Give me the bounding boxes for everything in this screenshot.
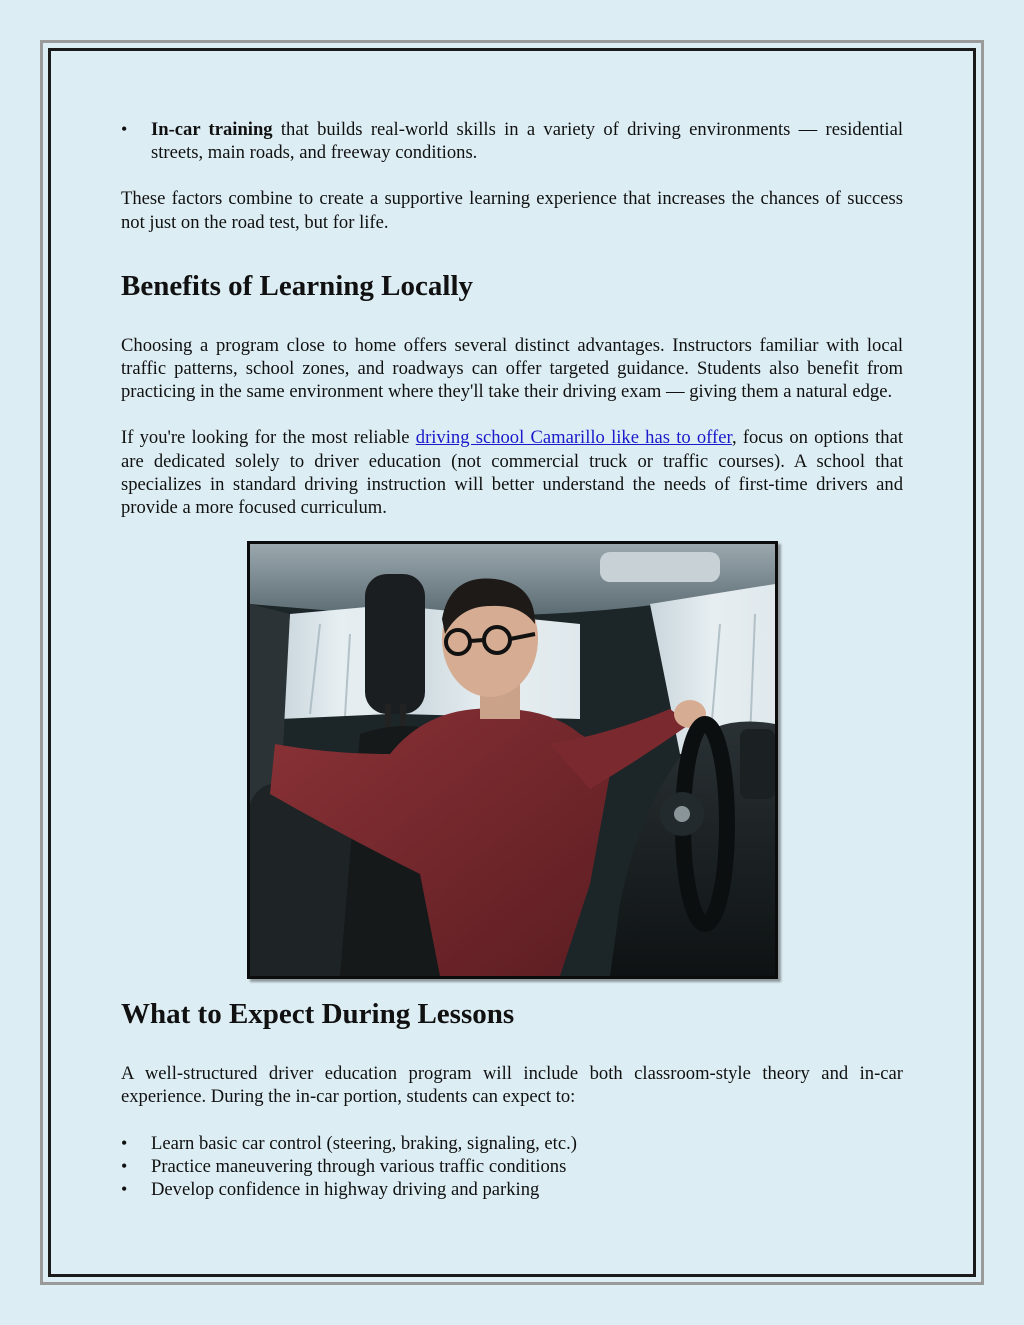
driving-school-link[interactable]: driving school Camarillo like has to offer [415, 427, 732, 449]
recommendation-paragraph [121, 426, 903, 519]
driver-photo [247, 541, 778, 979]
summary-paragraph: These factors combine to create a supportive learning experience that increases the chances of success not just on the road test, but for life. [121, 188, 903, 233]
recommendation-text-before: If you're looking for the most reliable [121, 427, 416, 449]
lessons-paragraph: A well-structured driver education program will include both classroom-style theory and in-car experience. During the in-car portion, students can expect to: [121, 1063, 903, 1108]
bullet-bold-term: In-car training [151, 119, 273, 140]
recommendation-text-after: , focus on options that are dedicated solely to driver education (not commercial truck or traffic courses). A school that specializes in standard driving instruction will better understand the needs of first-time drivers and provide a more focused curriculum. [121, 427, 903, 519]
document-content [121, 118, 903, 1201]
lessons-bullet-list [121, 1132, 903, 1202]
driver-photo-illustration [250, 544, 775, 976]
benefits-paragraph: Choosing a program close to home offers several distinct advantages. Instructors familiar with local traffic patterns, school zones, and roadways can offer targeted guidance. Students also benefit from practicing in the same environment where they'll take their driving exam — giving them a natural edge. [121, 334, 903, 403]
list-item: • Practice maneuvering through various traffic conditions [121, 1155, 903, 1178]
bullet-text: that builds real-world skills in a variety of driving environments — residential streets, main roads, and freeway conditions. [151, 119, 903, 164]
list-item: • Develop confidence in highway driving and parking [121, 1178, 903, 1201]
section-heading-benefits: Benefits of Learning Locally [121, 269, 474, 302]
intro-bullet-list [121, 118, 903, 164]
section-heading-lessons: What to Expect During Lessons [121, 998, 515, 1031]
list-item: • Learn basic car control (steering, braking, signaling, etc.) [121, 1132, 903, 1155]
list-item [121, 118, 903, 164]
